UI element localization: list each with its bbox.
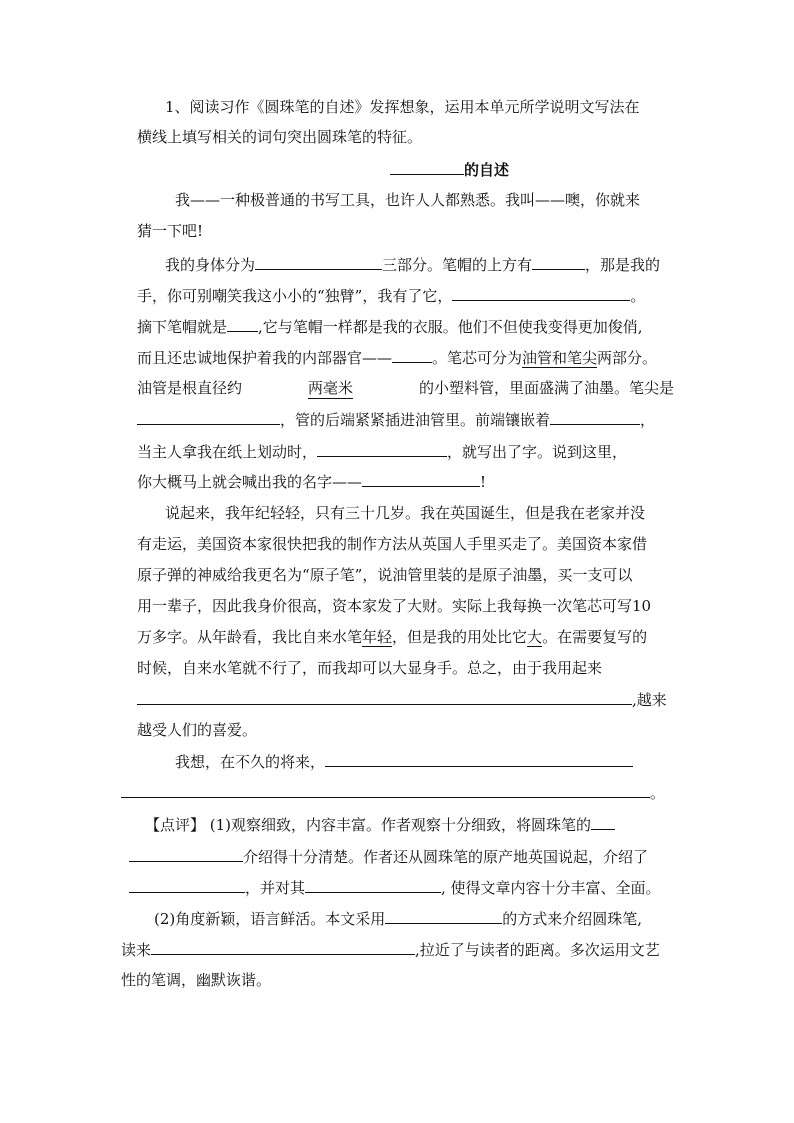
answer-blank[interactable]	[452, 285, 630, 301]
comment-line-6: 性的笔调，幽默诙谐。	[121, 971, 272, 989]
p3-line-1: 说起来，我年纪轻轻，只有三十几岁。我在英国诞生，但是我在老家并没	[165, 504, 646, 522]
answer-blank[interactable]	[129, 877, 245, 893]
comment-line-1	[145, 814, 615, 835]
p2-text: 当主人拿我在纸上划动时，	[137, 443, 318, 461]
p3-text: 。在需要复写的	[542, 628, 648, 646]
p2-line-5	[137, 378, 674, 399]
answer-blank[interactable]	[137, 689, 632, 705]
p2-text: 三部分。笔帽的上方有	[382, 256, 533, 274]
p2-text: 油管是根直径约	[137, 379, 243, 397]
answer-blank[interactable]	[325, 751, 633, 767]
p3-line-5	[137, 627, 647, 647]
answer-blank[interactable]	[532, 254, 585, 270]
p2-text: 。	[630, 287, 646, 305]
p4-line-1	[175, 751, 633, 772]
comment-text: ，并对其	[245, 879, 306, 897]
comment-text: (2)角度新颖，语言鲜活。本文采用	[154, 910, 386, 928]
p1-line-2: 猜一下吧!	[137, 222, 204, 240]
p2-line-3	[137, 316, 643, 337]
comment-text: 读来	[121, 941, 152, 959]
p3-text: ,越来	[632, 691, 667, 709]
p2-text: 而且还忠诚地保护着我的内部器官——	[137, 349, 393, 367]
p2-text: 我的身体分为	[165, 256, 256, 274]
essay-title	[390, 159, 509, 180]
comment-line-3	[129, 877, 661, 898]
comment-text: ,拉近了与读者的距离。多次运用文艺	[415, 941, 660, 959]
p2-text: 手，你可别嘲笑我这小小的“独臂”，我有了它，	[137, 287, 453, 305]
comment-line-5	[121, 939, 660, 960]
p3-line-4: 用一辈子，因此我身价很高，资本家发了大财。实际上我每换一次笔芯可写10	[137, 597, 652, 615]
p4-text: 我想，在不久的将来，	[175, 753, 326, 771]
p3-line-6: 时候，自来水笔就不行了，而我却可以大显身手。总之，由于我用起来	[137, 659, 603, 677]
answer-blank[interactable]	[151, 939, 415, 955]
title-text: 的自述	[464, 161, 510, 179]
comment-text: 【点评】 (1)观察细致，内容丰富。作者观察十分细致，将圆珠笔的	[145, 816, 592, 834]
comment-text: 的方式来介绍圆珠笔,	[502, 910, 643, 928]
comment-line-2	[129, 846, 648, 867]
answer-blank[interactable]	[550, 409, 640, 425]
p3-line-7	[137, 689, 667, 710]
question-line-1: 1、阅读习作《圆珠笔的自述》发挥想象，运用本单元所学说明文写法在	[165, 98, 640, 116]
p1-line-1: 我——一种极普通的书写工具，也许人人都熟悉。我叫——噢，你就来	[175, 191, 641, 209]
p2-text: ，那是我的	[585, 256, 661, 274]
underlined-text: 大	[527, 628, 543, 646]
p2-text: 。笔芯可分为	[432, 349, 523, 367]
p3-text: 万多字。从年龄看，我比自来水笔	[137, 628, 363, 646]
p2-text: 你大概马上就会喊出我的名字——	[137, 473, 363, 491]
answer-blank[interactable]	[591, 814, 615, 830]
p2-line-8	[137, 471, 486, 492]
answer-blank[interactable]	[385, 908, 502, 924]
answer-blank[interactable]	[227, 316, 258, 332]
p3-text: ，但是我的用处比它	[392, 628, 528, 646]
p2-line-4	[137, 347, 657, 368]
answer-blank[interactable]	[305, 877, 441, 893]
comment-text: 介绍得十分清楚。作者还从圆珠笔的原产地英国说起，介绍了	[243, 848, 649, 866]
p2-text: ,它与笔帽一样都是我的衣服。他们不但使我变得更加俊俏,	[258, 318, 643, 336]
p2-text: ，	[640, 411, 656, 429]
underlined-text: 油管和笔尖	[522, 349, 598, 367]
p2-text: ，就写出了字。说到这里，	[447, 443, 628, 461]
underlined-text: 两毫米	[307, 379, 353, 397]
p2-line-6	[137, 409, 655, 430]
p2-text: 的小塑料管，里面盛满了油墨。笔尖是	[418, 379, 674, 397]
p3-line-2: 有走运，美国资本家很快把我的制作方法从英国人手里买走了。美国资本家借	[137, 535, 648, 553]
comment-line-4	[154, 908, 642, 929]
underlined-text: 年轻	[362, 628, 393, 646]
answer-blank[interactable]	[121, 782, 650, 798]
answer-blank[interactable]	[392, 347, 432, 363]
p3-line-3: 原子弹的神威给我更名为“原子笔”，说油管里装的是原子油墨，买一支可以	[137, 566, 633, 584]
answer-blank[interactable]	[129, 846, 243, 862]
p4-line-2	[121, 782, 665, 803]
name-blank[interactable]	[362, 471, 480, 487]
p2-text: 两部分。	[597, 349, 658, 367]
answer-blank[interactable]	[317, 441, 447, 457]
p3-line-8: 越受人们的喜爱。	[137, 721, 258, 739]
comment-text: , 使得文章内容十分丰富、全面。	[441, 879, 661, 897]
p2-line-2	[137, 285, 645, 306]
title-blank[interactable]	[390, 159, 464, 175]
p2-line-7	[137, 441, 627, 462]
p4-text: 。	[650, 784, 666, 802]
p2-text: !	[480, 473, 487, 491]
p2-text: 摘下笔帽就是	[137, 318, 228, 336]
answer-blank[interactable]	[255, 254, 382, 270]
p2-line-1	[165, 254, 660, 275]
p2-text: ，管的后端紧紧插进油管里。前端镶嵌着	[280, 411, 551, 429]
answer-blank[interactable]	[137, 409, 280, 425]
question-line-2: 横线上填写相关的词句突出圆珠笔的特征。	[137, 128, 423, 146]
